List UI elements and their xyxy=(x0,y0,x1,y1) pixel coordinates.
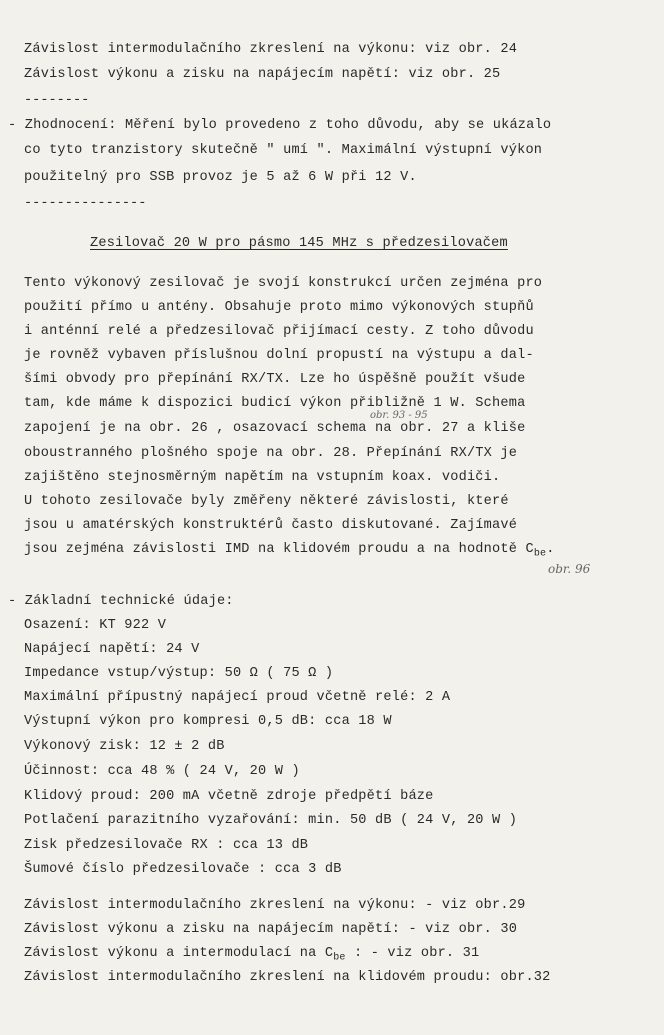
body-line: zajištěno stejnosměrným napětím na vstupním koax. vodiči. xyxy=(24,470,501,485)
dependency-line-ref: : - viz obr. 31 xyxy=(345,946,480,961)
evaluation-line-3: použitelný pro SSB provoz je 5 až 6 W při 12 V. xyxy=(24,170,417,185)
spec-line: Osazení: KT 922 V xyxy=(24,618,167,633)
body-line: jsou u amatérských konstruktérů často diskutované. Zajímavé xyxy=(24,518,518,533)
body-line: použití přímo u antény. Obsahuje proto mimo výkonových stupňů xyxy=(24,300,534,315)
spec-line: Potlačení parazitního vyzařování: min. 50 dB ( 24 V, 20 W ) xyxy=(24,813,518,828)
separator-dashes: -------- xyxy=(24,93,90,108)
body-line: je rovněž vybaven příslušnou dolní propustí na výstupu a dal- xyxy=(24,348,534,363)
section-title: Zesilovač 20 W pro pásmo 145 MHz s předzesilovačem xyxy=(90,236,508,251)
body-line: zapojení je na obr. 26 , osazovací schema na obr. 27 a kliše xyxy=(24,421,526,436)
body-line: oboustranného plošného spoje na obr. 28. Přepínání RX/TX je xyxy=(24,446,518,461)
spec-line: Zisk předzesilovače RX : cca 13 dB xyxy=(24,838,309,853)
handwritten-note: obr. 93 - 95 xyxy=(370,410,428,421)
subscript-be: be xyxy=(533,548,547,560)
spec-line: Maximální přípustný napájecí proud včetně relé: 2 A xyxy=(24,690,451,705)
subscript-be: be xyxy=(333,952,346,964)
handwritten-note: obr. 96 xyxy=(548,562,591,576)
dependency-line-text: Závislost výkonu a intermodulací na C xyxy=(24,946,334,961)
spec-line: Klidový proud: 200 mA včetně zdroje předpětí báze xyxy=(24,789,434,804)
body-line: tam, kde máme k dispozici budicí výkon přibližně 1 W. Schema xyxy=(24,396,526,411)
dependency-line: Závislost výkonu a zisku na napájecím napětí: - viz obr. 30 xyxy=(24,922,518,937)
spec-line: Napájecí napětí: 24 V xyxy=(24,642,200,657)
evaluation-line-1: - Zhodnocení: Měření bylo provedeno z toho důvodu, aby se ukázalo xyxy=(8,118,552,133)
spec-line: Výstupní výkon pro kompresi 0,5 dB: cca 18 W xyxy=(24,714,392,729)
dependency-line-cbe xyxy=(24,946,479,964)
dependency-line: Závislost intermodulačního zkreslení na výkonu: - viz obr.29 xyxy=(24,898,526,913)
spec-line: Impedance vstup/výstup: 50 Ω ( 75 Ω ) xyxy=(24,666,334,681)
dependency-line-imd-power: Závislost intermodulačního zkreslení na výkonu: viz obr. 24 xyxy=(24,42,518,57)
period: . xyxy=(546,542,555,557)
body-line: i anténní relé a předzesilovač přijímací cesty. Z toho důvodu xyxy=(24,324,534,339)
spec-line: Účinnost: cca 48 % ( 24 V, 20 W ) xyxy=(24,764,300,779)
body-line: šími obvody pro přepínání RX/TX. Lze ho úspěšně použít všude xyxy=(24,372,526,387)
spec-line: Šumové číslo předzesilovače : cca 3 dB xyxy=(24,862,342,877)
body-line: Tento výkonový zesilovač je svojí konstrukcí určen zejména pro xyxy=(24,276,543,291)
dependency-line: Závislost intermodulačního zkreslení na klidovém proudu: obr.32 xyxy=(24,970,551,985)
specs-heading: - Základní technické údaje: xyxy=(8,594,234,609)
body-line-cbe xyxy=(24,542,555,560)
spec-line: Výkonový zisk: 12 ± 2 dB xyxy=(24,739,225,754)
dependency-line-power-gain-voltage: Závislost výkonu a zisku na napájecím napětí: viz obr. 25 xyxy=(24,67,501,82)
separator-dashes: --------------- xyxy=(24,196,147,211)
body-line-text: jsou zejména závislosti IMD na klidovém proudu a na hodnotě C xyxy=(24,542,534,557)
body-line: U tohoto zesilovače byly změřeny některé závislosti, které xyxy=(24,494,509,509)
evaluation-line-2: co tyto tranzistory skutečně " umí ". Maximální výstupní výkon xyxy=(24,143,543,158)
